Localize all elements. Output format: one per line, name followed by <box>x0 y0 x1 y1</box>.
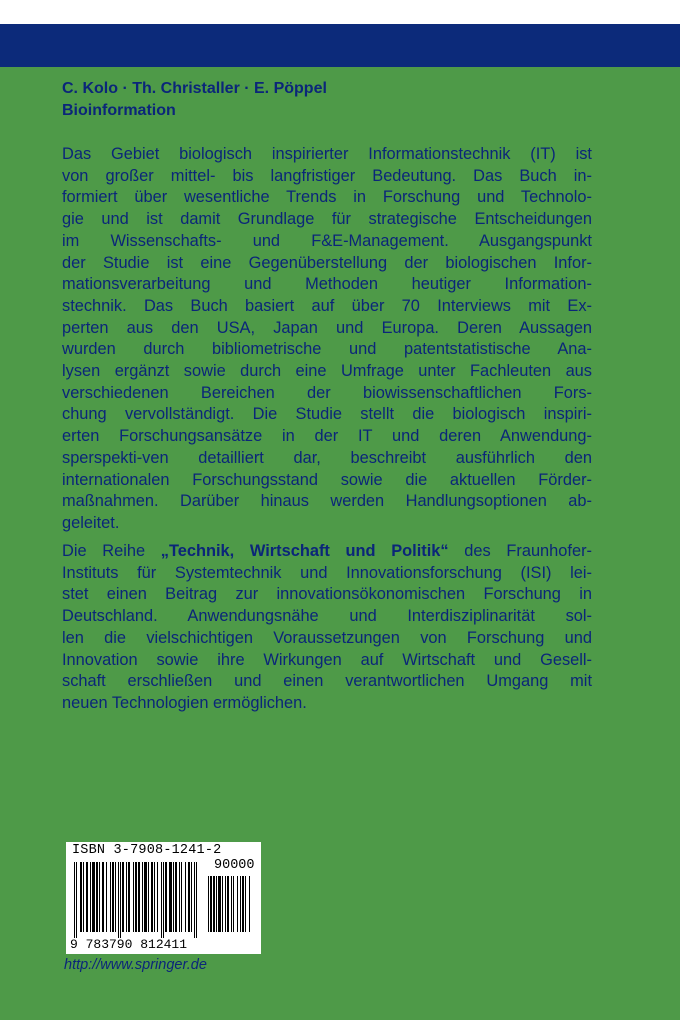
barcode-bar <box>110 862 111 932</box>
barcode-bar <box>227 876 229 932</box>
barcode-bar <box>218 876 221 932</box>
barcode-bar <box>231 876 232 932</box>
barcode-bar <box>96 862 98 932</box>
text-line: perten aus den USA, Japan und Europa. Deren Aussagen <box>62 318 592 337</box>
text-line: lysen ergänzt sowie durch eine Umfrage unter Fachleuten aus <box>62 362 592 381</box>
barcode-bar <box>118 862 119 938</box>
authors: C. Kolo · Th. Christaller · E. Pöppel <box>62 80 327 97</box>
barcode-bar <box>76 862 77 938</box>
barcode-bar <box>213 876 215 932</box>
barcode-bar <box>194 862 195 938</box>
barcode-bar <box>86 862 88 932</box>
text-line: stet einen Beitrag zur innovationsökonomischen Forschung in <box>62 585 592 604</box>
text-line: gie und ist damit Grundlage für strategische Entscheidungen <box>62 210 592 229</box>
barcode-bars <box>74 862 200 940</box>
barcode-bar <box>222 876 223 932</box>
publisher-website: http://www.springer.de <box>64 957 207 973</box>
isbn-label: ISBN 3-7908-1241-2 <box>72 843 222 858</box>
barcode-bar <box>188 862 190 932</box>
barcode-bar <box>120 862 121 938</box>
barcode-bar <box>208 876 209 932</box>
barcode-bar <box>157 862 158 932</box>
text-line: von großer mittel- bis langfristiger Bedeutung. Das Buch in- <box>62 166 592 185</box>
text-line: schaft erschließen und einen verantwortlichen Umgang mit <box>62 672 592 691</box>
barcode-bar <box>142 862 143 932</box>
text-line: Instituts für Systemtechnik und Innovationsforschung (ISI) lei- <box>62 563 592 582</box>
text-line: stechnik. Das Buch basiert auf über 70 Interviews mit Ex- <box>62 296 592 315</box>
barcode-bar <box>99 862 100 932</box>
text-line: Das Gebiet biologisch inspirierter Informationstechnik (IT) ist <box>62 145 592 163</box>
barcode-bar <box>80 862 82 932</box>
barcode-bar <box>179 862 180 932</box>
text-fragment: des Fraunhofer- <box>448 542 592 560</box>
price-code: 90000 <box>214 858 255 873</box>
text-line: formiert über wesentliche Trends in Forschung und Technolo- <box>62 188 592 207</box>
barcode-bar <box>83 862 84 932</box>
book-title: Bioinformation <box>62 102 176 119</box>
barcode-bar <box>161 862 162 938</box>
ean-digits: 9 783790 812411 <box>70 937 188 952</box>
text-line: Innovation sowie ihre Wirkungen auf Wirtschaft und Gesell- <box>62 650 592 669</box>
barcode-bar <box>237 876 238 932</box>
barcode-bar <box>74 862 75 938</box>
barcode-bar <box>163 862 164 938</box>
text-line: verschiedenen Bereichen der biowissenschaftlichen Fors- <box>62 383 592 402</box>
barcode-bar <box>92 862 95 932</box>
barcode-bar <box>126 862 127 932</box>
series-name: „Technik, Wirtschaft und Politik“ <box>160 542 449 560</box>
text-line <box>62 541 592 563</box>
text-line: der Studie ist eine Gegenüberstellung der biologischen Infor- <box>62 253 592 272</box>
barcode-bar <box>185 862 186 932</box>
barcode-bar <box>240 876 241 932</box>
description-paragraph-1 <box>62 144 592 535</box>
barcode-bar <box>135 862 137 932</box>
barcode-bar <box>216 876 217 932</box>
barcode-bar <box>138 862 140 932</box>
barcode-bar <box>233 876 234 932</box>
text-line: neuen Technologien ermöglichen. <box>62 693 307 712</box>
barcode-bar <box>122 862 124 932</box>
barcode-bar <box>154 862 155 932</box>
barcode-bar <box>90 862 91 932</box>
barcode-bar <box>165 862 167 932</box>
barcode-bar <box>225 876 226 932</box>
text-line: sperspekti-ven detailliert dar, beschreibt ausführlich den <box>62 448 592 467</box>
barcode-bar <box>106 862 107 932</box>
barcode-bar <box>169 862 172 932</box>
text-fragment: Die Reihe <box>62 542 161 560</box>
description-paragraph-2 <box>62 541 592 715</box>
barcode-bar <box>112 862 114 932</box>
isbn-barcode <box>66 842 261 954</box>
barcode-bar <box>173 862 174 932</box>
barcode-bar <box>128 862 130 932</box>
barcode-bar <box>144 862 147 932</box>
barcode-bar <box>191 862 192 932</box>
barcode-bar <box>175 862 177 932</box>
barcode-bar <box>245 876 246 932</box>
barcode-bar <box>181 862 182 932</box>
top-white-strip <box>0 0 680 24</box>
barcode-bar <box>151 862 153 932</box>
text-line: erten Forschungsansätze in der IT und deren Anwendung- <box>62 427 592 446</box>
barcode-bar <box>102 862 104 932</box>
text-line: mationsverarbeitung und Methoden heutiger Information- <box>62 275 592 294</box>
barcode-bar <box>115 862 116 932</box>
barcode-addon-bars <box>208 876 256 940</box>
barcode-bar <box>133 862 134 932</box>
text-line: chung vervollständigt. Die Studie stellt die biologisch inspiri- <box>62 405 592 424</box>
text-line: geleitet. <box>62 513 120 532</box>
barcode-bar <box>148 862 149 932</box>
text-line: len die vielschichtigen Voraussetzungen von Forschung und <box>62 628 592 647</box>
text-line: maßnahmen. Darüber hinaus werden Handlungsoptionen ab- <box>62 492 592 511</box>
barcode-bar <box>249 876 250 932</box>
text-line: internationalen Forschungsstand sowie die aktuellen Förder- <box>62 470 592 489</box>
barcode-bar <box>242 876 244 932</box>
barcode-bar <box>210 876 212 932</box>
top-blue-band <box>0 24 680 67</box>
barcode-bar <box>196 862 197 938</box>
text-line: im Wissenschafts- und F&E-Management. Ausgangspunkt <box>62 231 592 250</box>
text-line: wurden durch bibliometrische und patentstatistische Ana- <box>62 340 592 359</box>
text-line: Deutschland. Anwendungsnähe und Interdisziplinarität sol- <box>62 607 592 626</box>
